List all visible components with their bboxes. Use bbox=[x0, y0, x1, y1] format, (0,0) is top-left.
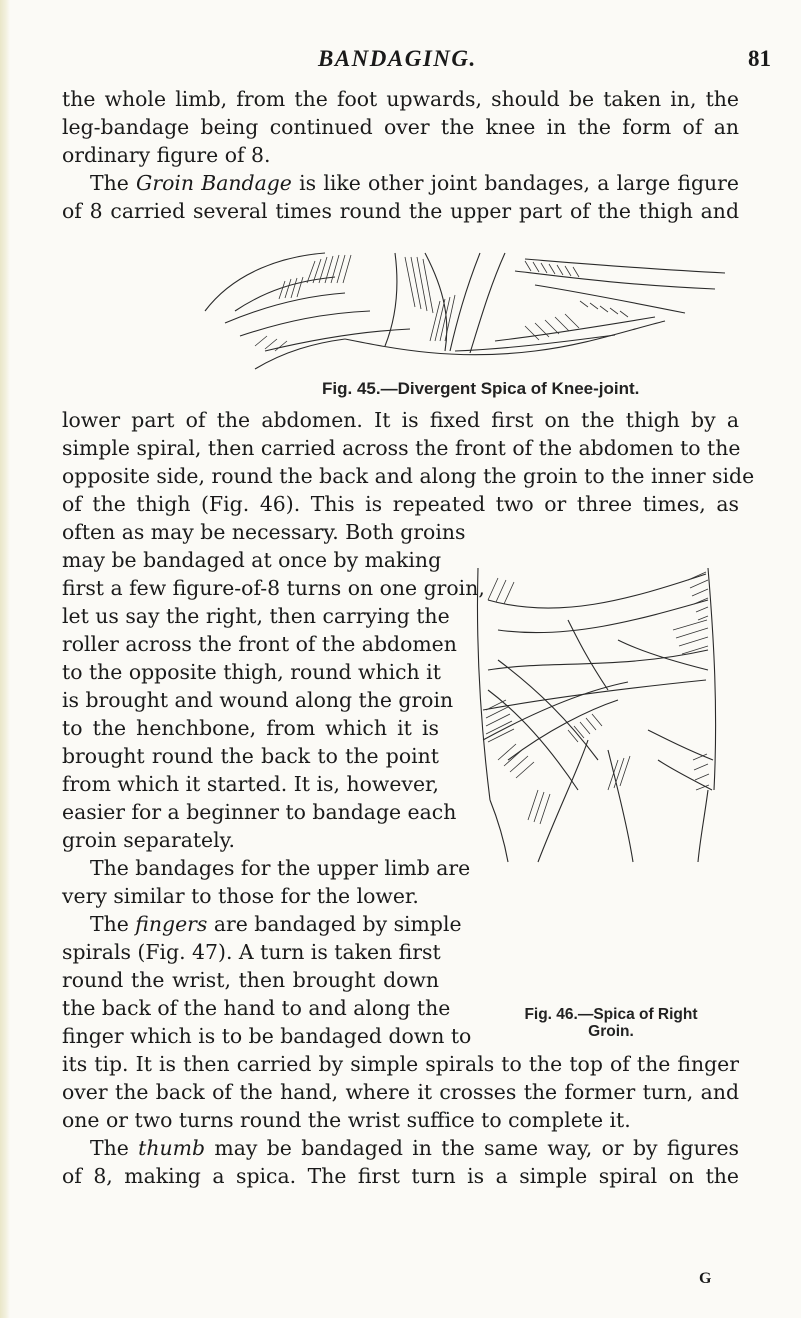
text-line: finger which is to be bandaged down to bbox=[62, 1024, 472, 1048]
text-line: is brought and wound along the groin bbox=[62, 688, 454, 712]
page-number: 81 bbox=[748, 46, 771, 71]
text-line: may be bandaged at once by making bbox=[62, 548, 442, 572]
text-line: its tip. It is then carried by simple spirals to the top of the finger bbox=[62, 1052, 739, 1076]
term-thumb: thumb bbox=[138, 1136, 206, 1160]
text-line: the back of the hand to and along the bbox=[62, 996, 451, 1020]
text-run: The bbox=[90, 1136, 139, 1160]
text-line: easier for a beginner to bandage each bbox=[62, 800, 457, 824]
text-line: simple spiral, then carried across the front of the abdomen to the bbox=[62, 436, 741, 460]
text-line: from which it started. It is, however, bbox=[62, 772, 439, 796]
text-line: opposite side, round the back and along the groin to the inner side bbox=[62, 464, 755, 488]
text-line: roller across the front of the abdomen bbox=[62, 632, 457, 656]
text-run: are bandaged by simple bbox=[207, 912, 462, 936]
signature-mark: G bbox=[699, 1270, 712, 1287]
text-line: ordinary figure of 8. bbox=[62, 143, 271, 167]
text-line: often as may be necessary. Both groins bbox=[62, 520, 466, 544]
text-line: the whole limb, from the foot upwards, should be taken in, the bbox=[62, 87, 739, 111]
figure-46-illustration bbox=[468, 560, 730, 865]
text-line: to the opposite thigh, round which it bbox=[62, 660, 441, 684]
text-line: over the back of the hand, where it crosses the former turn, and bbox=[62, 1080, 739, 1104]
text-line: very similar to those for the lower. bbox=[62, 884, 419, 908]
text-line-fingers-intro bbox=[62, 910, 462, 938]
text-line: lower part of the abdomen. It is fixed first on the thigh by a bbox=[62, 408, 739, 432]
text-line: one or two turns round the wrist suffice to complete it. bbox=[62, 1108, 631, 1132]
text-line: brought round the back to the point bbox=[62, 744, 439, 768]
text-run: The bbox=[90, 171, 137, 195]
term-fingers: fingers bbox=[135, 912, 208, 936]
text-line-groin-intro bbox=[62, 169, 739, 197]
figure-45-caption: Fig. 45.—Divergent Spica of Knee-joint. bbox=[322, 379, 640, 398]
text-line: spirals (Fig. 47). A turn is taken first bbox=[62, 940, 441, 964]
text-run: may be bandaged in the same way, or by figures bbox=[205, 1136, 739, 1160]
running-head: BANDAGING. bbox=[318, 46, 477, 71]
text-run: is like other joint bandages, a large figure bbox=[291, 171, 739, 195]
text-line: of the thigh (Fig. 46). This is repeated two or three times, as bbox=[62, 492, 739, 516]
text-run: The bbox=[90, 912, 136, 936]
figure-46-caption-line2: Groin. bbox=[588, 1023, 634, 1040]
text-line: to the henchbone, from which it is bbox=[62, 716, 439, 740]
text-line: first a few figure-of-8 turns on one groin, bbox=[62, 576, 485, 600]
text-line: round the wrist, then brought down bbox=[62, 968, 439, 992]
text-line: of 8, making a spica. The first turn is a simple spiral on the bbox=[62, 1164, 739, 1188]
figure-45-illustration bbox=[195, 251, 735, 371]
figure-46-caption bbox=[486, 1006, 736, 1040]
text-line-thumb-intro bbox=[62, 1134, 739, 1162]
text-line: of 8 carried several times round the upper part of the thigh and bbox=[62, 199, 739, 223]
text-line: groin separately. bbox=[62, 828, 235, 852]
text-line: The bandages for the upper limb are bbox=[90, 856, 471, 880]
text-line: let us say the right, then carrying the bbox=[62, 604, 450, 628]
text-line: leg-bandage being continued over the knee in the form of an bbox=[62, 115, 739, 139]
term-groin-bandage: Groin Bandage bbox=[136, 171, 292, 195]
page-edge-shadow bbox=[0, 0, 10, 1318]
figure-46-caption-line1: Fig. 46.—Spica of Right bbox=[524, 1006, 698, 1023]
